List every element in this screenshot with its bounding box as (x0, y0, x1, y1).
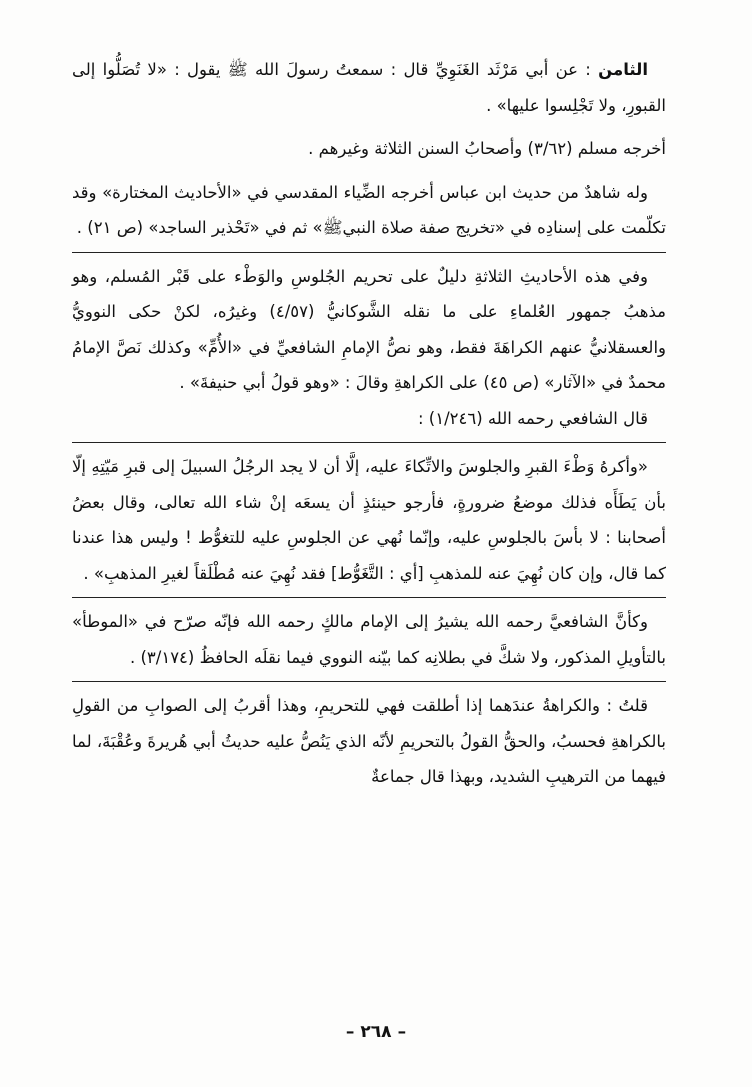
page-number-value: ٢٦٨ (360, 1022, 392, 1042)
page-number-dash-left: – (397, 1022, 407, 1042)
section-lead-word: الثامن (598, 60, 648, 79)
separator-rule-2 (72, 442, 666, 443)
paragraph-3: وله شاهدٌ من حديث ابن عباس أخرجه الضِّياء المقدسي في «الأحاديث المختارة» وقد تكلّمت على إسنادِه في «تخريج صفة صلاة النبيﷺ» ثم في «تَحْذير الساجد» (ص ٢١) . (72, 182, 666, 237)
paragraph-2: أخرجه مسلم (٣/٦٢) وأصحابُ السنن الثلاثة وغيرهم . (308, 139, 666, 158)
separator-rule-1 (72, 252, 666, 253)
separator-rule-4 (72, 681, 666, 682)
page-number-dash-right: – (345, 1022, 355, 1042)
paragraph-1-text: : عن أبي مَرْثَد الغَنَوِيِّ قال : سمعتُ رسولَ الله ﷺ يقول : «لا تُصَلُّوا إلى القبورِ، ولا تَجْلِسوا عليها» . (72, 60, 666, 115)
paragraph-5: قال الشافعي رحمه الله (١/٢٤٦) : (417, 408, 648, 428)
page-number (0, 1022, 752, 1042)
paragraph-6-quote: «وأكرهُ وَطْءَ القبرِ والجلوسَ والاتِّكاءَ عليه، إلَّا أن لا يجد الرجُلُ السبيلَ إلى قبرِ مَيّتِهِ إلّا بأن يَطَأَه فذلك موضعُ ضرورةٍ، فأرجو حينئذٍ أن يسعَه إنْ شاء الله تعالى، وقال بعضُ أصحابنا : لا بأسَ بالجلوسِ عليه، وإنّما نُهي عن الجلوسِ عليه للتغوُّط ! وليس هذا عندنا كما قال، وإن كان نُهِيَ عنه للمذهبِ [أي : التَّغَوُّط] فقد نُهِيَ عنه مُطْلَقاً لغيرِ المذهبِ» . (72, 457, 666, 583)
paragraph-8: قلتُ : والكراهةُ عندَهما إذا أطلقت فهي للتحريمِ، وهذا أقربُ إلى الصوابِ من القولِ بالكراهةِ فحسبُ، والحقُّ القولُ بالتحريمِ لأنّه الذي يَنُصُّ عليه حديثُ أبي هُريرةَ وعُقْبَةَ، لما فيهما من الترهيبِ الشديد، وبهذا قال جماعةٌ (72, 696, 666, 786)
paragraph-7: وكأنَّ الشافعيَّ رحمه الله يشيرُ إلى الإمام مالكٍ رحمه الله فإنّه صرّح في «الموطأ» بالتأويلِ المذكور، ولا شكَّ في بطلانِه كما بيّنه النووي فيما نقلَه الحافظُ (٣/١٧٤) . (72, 612, 666, 667)
paragraph-4: وفي هذه الأحاديثِ الثلاثةِ دليلٌ على تحريم الجُلوسِ والوَطْء على قَبْر المُسلم، وهو مذهبُ جمهور العُلماءِ على ما نقله الشَّوكانيُّ (٤/٥٧) وغيرُه، لكنْ حكى النوويُّ والعسقلانيُّ عنهم الكراهَةَ فقط، وهو نصُّ الإمامِ الشافعيِّ في «الأُمِّ» وكذلك نَصَّ الإمامُ محمدٌ في «الآثار» (ص ٤٥) على الكراهةِ وقالَ : «وهو قولُ أبي حنيفةَ» . (72, 266, 666, 392)
body-text (72, 52, 666, 795)
separator-rule-3 (72, 597, 666, 598)
paragraph-1 (72, 52, 666, 123)
